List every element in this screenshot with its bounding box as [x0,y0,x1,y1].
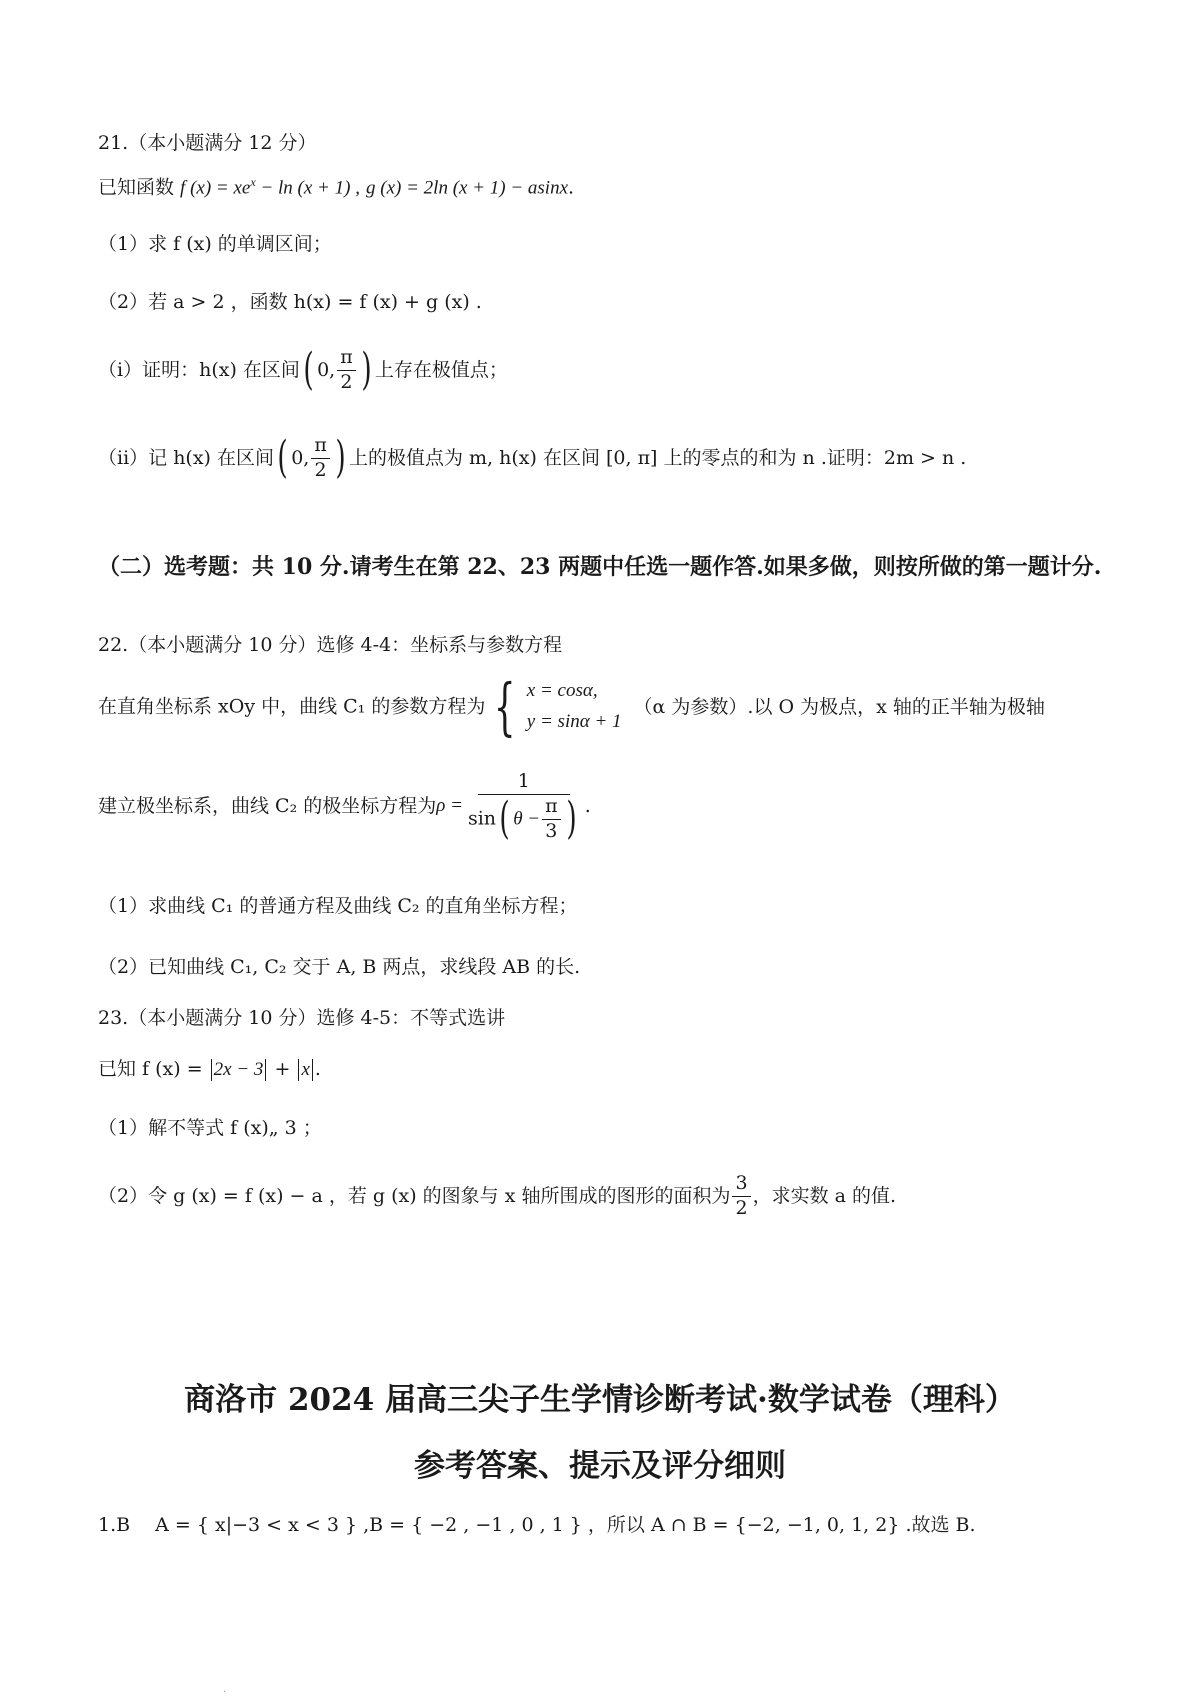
q21-part1: （1）求 f (x) 的单调区间； [98,233,332,255]
q23-part2: （2）令 g (x) = f (x) − a ，若 g (x) 的图象与 x 轴所围成的图形的面积为 $\frac{3}{2}$ ，求实数 a 的值. [98,1172,897,1219]
q23-header: 23.（本小题满分 10 分）选修 4-5：不等式选讲 [98,1007,506,1029]
q21-part2-ii: （ii）记 h(x) 在区间( 0, $\frac{\pi}{2}$ ) 上的极值点为 m, h(x) 在区间 [0, π] 上的零点的和为 n .证明：2m > n . [98,432,967,484]
q21-stem: 已知函数 f $(x) = xe^x - \ln (x + 1)$ , g (x) = 2ln (x + 1) − asinx. [98,175,575,199]
parametric-system: { x = cosα, y = sinα + 1 [494,670,622,743]
answer-1: 1.B A = { x|−3 < x < 3 } ,B = { −2 , −1 , 0 , 1 } ，所以 A ∩ B = {−2, −1, 0, 1, 2} .故选 B. [98,1514,976,1536]
q22-part2: （2）已知曲线 C₁, C₂ 交于 A, B 两点，求线段 AB 的长. [98,956,581,978]
footer-mark: . [223,1684,227,1695]
answer-subtitle: 参考答案、提示及评分细则 [414,1448,786,1484]
q23-part1: （1）解不等式 f (x)„ 3 ； [98,1117,322,1139]
q21-part2-i: （i）证明：h(x) 在区间( 0, $\frac{\pi}{2}$ ) 上存在极值点； [98,344,508,396]
polar-fraction: 1 sin( θ − $\frac{\pi}{3}$ ) [467,770,577,844]
q22-header: 22.（本小题满分 10 分）选修 4-4：坐标系与参数方程 [98,634,563,656]
section-two-heading: （二）选考题：共 10 分.请考生在第 22、23 两题中任选一题作答.如果多做，则按所做的第一题计分. [98,554,1102,580]
q22-polar: 建立极坐标系，曲线 C₂ 的极坐标方程为ρ = 1 sin( θ − $\frac{\pi}{3}$ ) . [98,770,591,844]
q22-part1: （1）求曲线 C₁ 的普通方程及曲线 C₂ 的直角坐标方程； [98,895,578,917]
q21-header: 21.（本小题满分 12 分） [98,132,317,154]
q23-stem: 已知 f (x) = 2x − 3 + x . [98,1058,321,1080]
q22-stem: 在直角坐标系 xOy 中，曲线 C₁ 的参数方程为 { x = cosα, y = sinα + 1 （α 为参数）.以 O 为极点，x 轴的正半轴为极轴 [98,670,1045,743]
q21-part2: （2）若 a > 2 ，函数 h(x) = f (x) + g (x) . [98,291,482,313]
answer-title: 商洛市 2024 届高三尖子生学情诊断考试·数学试卷（理科） [184,1382,1016,1418]
